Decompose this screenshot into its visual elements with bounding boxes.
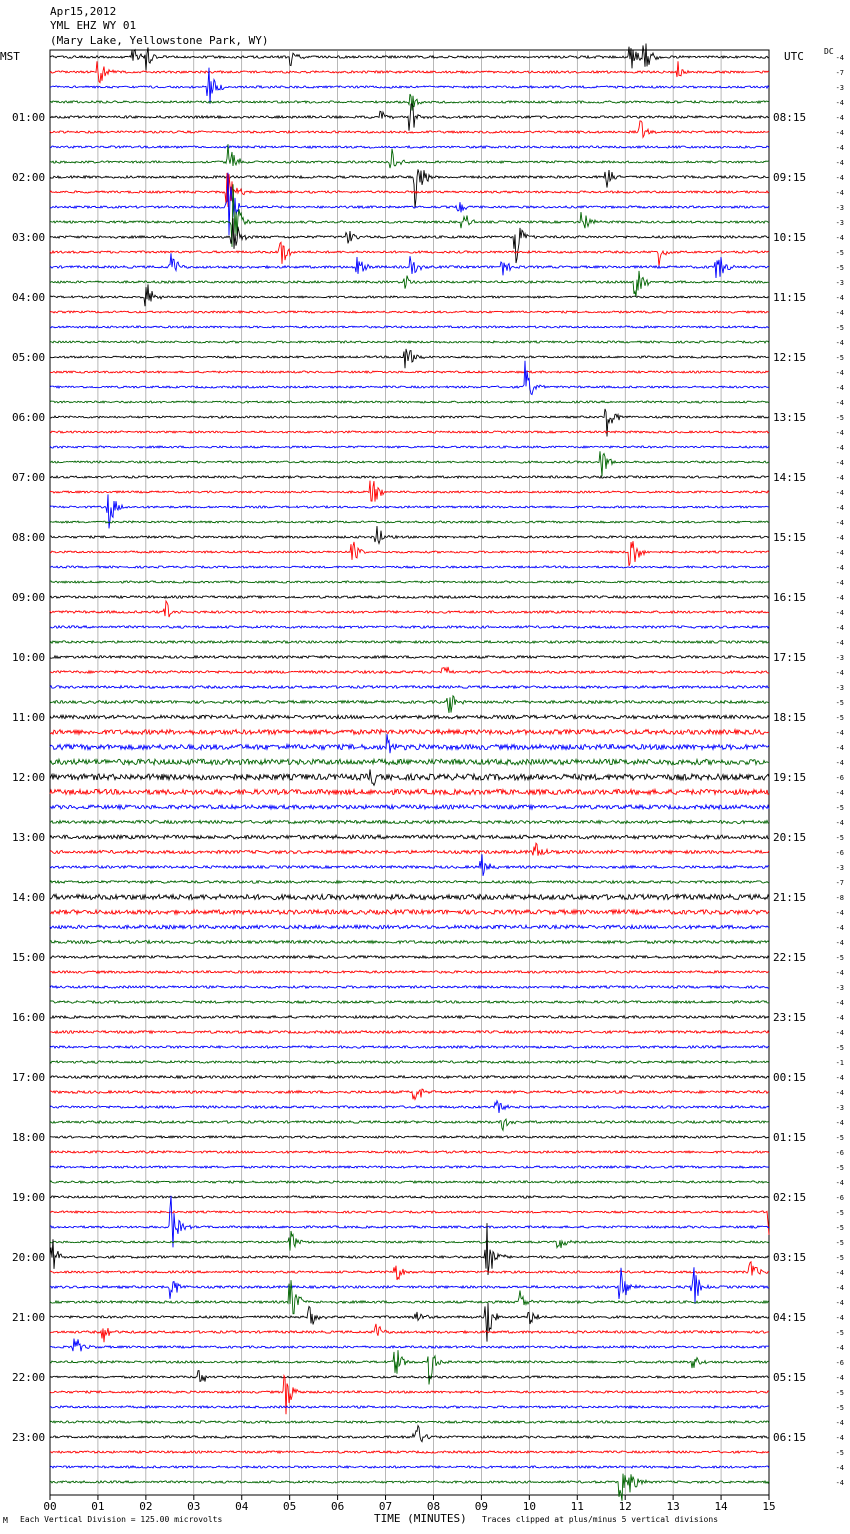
right-hour-label: 06:15 — [773, 1431, 807, 1444]
seismic-trace — [50, 656, 769, 659]
seismic-trace — [50, 446, 769, 448]
seismic-trace — [50, 894, 769, 899]
dc-offset-label: -7 — [835, 879, 844, 887]
left-hour-label: 23:00 — [12, 1431, 46, 1444]
left-hour-label: 17:00 — [12, 1071, 46, 1084]
seismic-trace — [50, 910, 769, 914]
seismic-trace — [50, 881, 769, 884]
seismic-trace — [50, 1350, 769, 1384]
dc-offset-label: -4 — [835, 294, 844, 302]
right-hour-label: 04:15 — [773, 1311, 807, 1324]
seismic-trace — [50, 956, 769, 959]
seismic-trace — [50, 1001, 769, 1003]
x-tick-label: 02 — [139, 1500, 153, 1513]
dc-offset-label: -5 — [835, 414, 844, 422]
seismic-trace — [50, 626, 769, 628]
dc-offset-label: -4 — [835, 1284, 844, 1292]
dc-offset-label: -4 — [835, 819, 844, 827]
dc-offset-label: -5 — [835, 1404, 844, 1412]
dc-offset-label: -4 — [835, 669, 844, 677]
seismic-trace — [50, 805, 769, 809]
dc-offset-label: -4 — [835, 744, 844, 752]
dc-offset-label: -4 — [835, 999, 844, 1007]
seismic-trace — [50, 1231, 769, 1251]
seismic-trace — [50, 253, 769, 278]
dc-offset-label: -5 — [835, 1449, 844, 1457]
dc-offset-label: -4 — [835, 534, 844, 542]
seismic-trace — [50, 566, 769, 568]
seismic-trace — [50, 349, 769, 368]
right-hour-label: 03:15 — [773, 1251, 807, 1264]
left-hour-label: 11:00 — [12, 711, 46, 724]
dc-offset-label: -6 — [835, 849, 844, 857]
seismic-trace — [50, 341, 769, 343]
right-hour-label: 22:15 — [773, 951, 807, 964]
dc-offset-label: -3 — [835, 864, 844, 872]
dc-offset-label: -5 — [835, 1389, 844, 1397]
dc-offset-label: -4 — [835, 579, 844, 587]
dc-offset-label: -4 — [835, 969, 844, 977]
seismic-trace — [50, 284, 769, 306]
dc-offset-label: -5 — [835, 714, 844, 722]
dc-offset-label: -4 — [835, 1089, 844, 1097]
right-hour-label: 09:15 — [773, 171, 807, 184]
seismic-trace — [50, 61, 769, 82]
seismic-trace — [50, 941, 769, 944]
dc-offset-label: -4 — [835, 399, 844, 407]
seismic-trace — [50, 173, 769, 236]
x-tick-label: 14 — [714, 1500, 728, 1513]
seismic-trace — [50, 451, 769, 476]
right-hour-label: 10:15 — [773, 231, 807, 244]
dc-offset-label: -4 — [835, 444, 844, 452]
seismic-trace — [50, 1371, 769, 1382]
right-hour-label: 05:15 — [773, 1371, 807, 1384]
x-tick-label: 09 — [474, 1500, 489, 1513]
seismic-trace — [50, 835, 769, 839]
dc-offset-label: -4 — [835, 174, 844, 182]
left-hour-label: 16:00 — [12, 1011, 46, 1024]
dc-offset-label: -4 — [835, 369, 844, 377]
seismic-trace — [50, 271, 769, 297]
left-hour-label: 10:00 — [12, 651, 46, 664]
left-hour-label: 21:00 — [12, 1311, 46, 1324]
dc-offset-label: -4 — [835, 474, 844, 482]
x-tick-label: 05 — [283, 1500, 297, 1513]
seismic-trace — [50, 1101, 769, 1113]
seismic-trace — [50, 1421, 769, 1423]
seismic-trace — [50, 596, 769, 598]
dc-offset-label: -6 — [835, 1194, 844, 1202]
right-hour-label: 01:15 — [773, 1131, 807, 1144]
dc-offset-label: -4 — [835, 159, 844, 167]
left-hour-label: 03:00 — [12, 231, 46, 244]
seismic-trace — [50, 769, 769, 785]
dc-offset-label: -4 — [835, 759, 844, 767]
seismic-trace — [50, 843, 769, 856]
dc-offset-label: -4 — [835, 189, 844, 197]
dc-offset-label: -4 — [835, 234, 844, 242]
right-hour-label: 18:15 — [773, 711, 807, 724]
scale-note: Each Vertical Division = 125.00 microvolts — [20, 1515, 223, 1524]
dc-offset-label: -5 — [835, 699, 844, 707]
dc-offset-label: -5 — [835, 354, 844, 362]
left-hour-label: 09:00 — [12, 591, 46, 604]
dc-offset-label: -4 — [835, 1074, 844, 1082]
seismic-trace — [50, 1089, 769, 1099]
dc-offset-label: -5 — [835, 1134, 844, 1142]
seismic-trace — [50, 1324, 769, 1342]
right-hour-label: 08:15 — [773, 111, 807, 124]
right-hour-label: 21:15 — [773, 891, 807, 904]
dc-offset-label: -4 — [835, 339, 844, 347]
right-timezone-label: UTC — [784, 50, 804, 63]
right-hour-label: 16:15 — [773, 591, 807, 604]
seismic-trace — [50, 715, 769, 719]
dc-offset-label: -4 — [835, 459, 844, 467]
dc-offset-label: -4 — [835, 384, 844, 392]
x-tick-label: 04 — [235, 1500, 249, 1513]
left-hour-label: 13:00 — [12, 831, 46, 844]
right-hour-label: 15:15 — [773, 531, 807, 544]
right-hour-label: 12:15 — [773, 351, 807, 364]
left-hour-label: 01:00 — [12, 111, 46, 124]
dc-offset-label: -4 — [835, 549, 844, 557]
dc-offset-label: -4 — [835, 114, 844, 122]
seismic-trace — [50, 371, 769, 373]
seismic-trace — [50, 1119, 769, 1130]
seismic-trace — [50, 1451, 769, 1453]
x-tick-label: 00 — [43, 1500, 57, 1513]
seismic-trace — [50, 1061, 769, 1063]
seismic-trace — [50, 1136, 769, 1138]
dc-offset-label: -4 — [835, 1344, 844, 1352]
dc-offset-label: -4 — [835, 729, 844, 737]
station-code: YML EHZ WY 01 — [50, 19, 137, 32]
seismic-trace — [50, 218, 769, 263]
dc-offset-label: -3 — [835, 84, 844, 92]
x-tick-label: 06 — [330, 1500, 345, 1513]
seismic-trace — [50, 401, 769, 403]
dc-offset-label: -5 — [835, 1224, 844, 1232]
seismic-trace — [50, 1223, 769, 1275]
right-hour-label: 11:15 — [773, 291, 807, 304]
seismic-trace — [50, 1339, 769, 1352]
dc-offset-label: -3 — [835, 1104, 844, 1112]
seismic-trace — [50, 146, 769, 148]
left-hour-label: 06:00 — [12, 411, 46, 424]
left-timezone-label: MST — [0, 50, 20, 63]
dc-offset-label: -4 — [835, 1014, 844, 1022]
dc-offset-label: -4 — [835, 594, 844, 602]
dc-offset-label: -4 — [835, 939, 844, 947]
left-hour-label: 18:00 — [12, 1131, 46, 1144]
dc-offset-label: -5 — [835, 1044, 844, 1052]
seismic-trace — [50, 1181, 769, 1183]
right-hour-label: 23:15 — [773, 1011, 807, 1024]
seismic-trace — [50, 431, 769, 433]
plot-date: Apr15,2012 — [50, 5, 117, 18]
seismic-trace — [50, 667, 769, 673]
dc-offset-label: -5 — [835, 1209, 844, 1217]
dc-offset-label: -4 — [835, 1029, 844, 1037]
seismic-trace — [50, 169, 769, 208]
dc-offset-label: -4 — [835, 564, 844, 572]
left-hour-label: 20:00 — [12, 1251, 46, 1264]
seismic-trace — [50, 361, 769, 395]
seismic-trace — [50, 1196, 769, 1248]
plot-frame — [50, 50, 769, 1495]
x-tick-label: 12 — [618, 1500, 632, 1513]
dc-offset-label: -4 — [835, 789, 844, 797]
seismic-trace — [50, 1016, 769, 1019]
dc-offset-label: -3 — [835, 219, 844, 227]
dc-offset-label: -7 — [835, 69, 844, 77]
dc-offset-label: -4 — [835, 1434, 844, 1442]
left-hour-label: 02:00 — [12, 171, 46, 184]
x-tick-label: 08 — [426, 1500, 441, 1513]
seismic-trace — [50, 1406, 769, 1408]
dc-offset-label: -4 — [835, 1419, 844, 1427]
left-hour-label: 04:00 — [12, 291, 46, 304]
seismic-trace — [50, 1426, 769, 1442]
left-hour-label: 07:00 — [12, 471, 46, 484]
seismic-trace — [50, 971, 769, 973]
dc-offset-label: -4 — [835, 129, 844, 137]
dc-offset-label: -3 — [835, 654, 844, 662]
dc-offset-label: -5 — [835, 1239, 844, 1247]
clip-note: Traces clipped at plus/minus 5 vertical divisions — [482, 1515, 719, 1524]
right-hour-label: 20:15 — [773, 831, 807, 844]
x-tick-label: 15 — [762, 1500, 776, 1513]
dc-offset-label: -5 — [835, 249, 844, 257]
dc-offset-label: -4 — [835, 1314, 844, 1322]
dc-offset-label: -4 — [835, 1269, 844, 1277]
right-hour-label: 19:15 — [773, 771, 807, 784]
seismic-trace — [50, 759, 769, 765]
dc-offset-label: -5 — [835, 954, 844, 962]
dc-offset-label: -5 — [835, 1164, 844, 1172]
seismic-trace — [50, 521, 769, 523]
seismic-trace — [50, 481, 769, 502]
station-location: (Mary Lake, Yellowstone Park, WY) — [50, 34, 269, 47]
seismic-trace — [50, 94, 769, 111]
seismic-trace — [50, 734, 769, 753]
dc-offset-label: -4 — [835, 909, 844, 917]
seismic-trace — [50, 730, 769, 735]
seismic-trace — [50, 1474, 769, 1501]
dc-offset-label: -4 — [835, 609, 844, 617]
seismic-trace — [50, 1211, 769, 1235]
seismic-trace — [50, 986, 769, 988]
right-hour-label: 13:15 — [773, 411, 807, 424]
right-hour-label: 00:15 — [773, 1071, 807, 1084]
dc-offset-label: -4 — [835, 924, 844, 932]
dc-offset-label: -4 — [835, 1119, 844, 1127]
x-tick-label: 07 — [378, 1500, 393, 1513]
left-hour-label: 15:00 — [12, 951, 46, 964]
x-tick-label: 03 — [187, 1500, 201, 1513]
dc-offset-label: -5 — [835, 1254, 844, 1262]
dc-offset-label: -5 — [835, 324, 844, 332]
x-tick-label: 13 — [666, 1500, 680, 1513]
dc-offset-label: -4 — [835, 504, 844, 512]
seismic-trace — [50, 789, 769, 794]
dc-offset-label: -5 — [835, 804, 844, 812]
dc-offset-label: -5 — [835, 1329, 844, 1337]
x-axis-title: TIME (MINUTES) — [374, 1512, 467, 1525]
x-tick-label: 10 — [522, 1500, 536, 1513]
seismic-trace — [50, 1166, 769, 1168]
seismic-trace — [50, 686, 769, 689]
left-hour-label: 19:00 — [12, 1191, 46, 1204]
right-hour-label: 14:15 — [773, 471, 807, 484]
left-hour-label: 14:00 — [12, 891, 46, 904]
seismic-trace — [50, 581, 769, 583]
x-tick-label: 11 — [570, 1500, 584, 1513]
dc-offset-label: -4 — [835, 624, 844, 632]
dc-offset-label: -3 — [835, 984, 844, 992]
dc-offset-label: -4 — [835, 1179, 844, 1187]
dc-offset-label: -4 — [835, 1299, 844, 1307]
seismic-trace — [50, 476, 769, 478]
seismic-trace — [50, 311, 769, 313]
seismic-trace — [50, 1262, 769, 1280]
seismic-trace — [50, 104, 769, 131]
corner-mark: M — [3, 1516, 8, 1525]
seismic-trace — [50, 1280, 769, 1314]
dc-offset-label: -4 — [835, 99, 844, 107]
left-hour-label: 08:00 — [12, 531, 46, 544]
seismic-trace — [50, 541, 769, 566]
left-hour-label: 22:00 — [12, 1371, 46, 1384]
dc-offset-label: -4 — [835, 1374, 844, 1382]
dc-offset-label: -4 — [835, 639, 844, 647]
seismic-trace — [50, 1046, 769, 1048]
seismic-trace — [50, 494, 769, 528]
seismic-trace — [50, 925, 769, 929]
dc-offset-label: -5 — [835, 834, 844, 842]
seismic-trace — [50, 1151, 769, 1153]
seismic-trace — [50, 526, 769, 543]
dc-offset-label: -6 — [835, 1149, 844, 1157]
left-hour-label: 05:00 — [12, 351, 46, 364]
seismic-trace — [50, 696, 769, 713]
dc-offset-label: -4 — [835, 429, 844, 437]
dc-offset-label: -1 — [835, 1059, 844, 1067]
dc-offset-label: -5 — [835, 264, 844, 272]
dc-offset-label: -4 — [835, 309, 844, 317]
x-tick-label: 01 — [91, 1500, 105, 1513]
seismic-trace — [50, 1031, 769, 1034]
seismic-trace — [50, 1303, 769, 1342]
seismic-trace — [50, 1076, 769, 1079]
dc-offset-label: -8 — [835, 894, 844, 902]
dc-offset-label: -4 — [835, 144, 844, 152]
seismic-trace — [50, 1196, 769, 1198]
dc-offset-label: -4 — [835, 489, 844, 497]
left-hour-label: 12:00 — [12, 771, 46, 784]
seismic-trace — [50, 854, 769, 876]
dc-offset-label: -3 — [835, 204, 844, 212]
dc-offset-label: -3 — [835, 279, 844, 287]
dc-offset-label: -3 — [835, 684, 844, 692]
seismic-trace — [50, 641, 769, 643]
seismic-trace — [50, 820, 769, 823]
seismic-trace — [50, 601, 769, 617]
dc-offset-label: -4 — [835, 1464, 844, 1472]
seismic-trace — [50, 326, 769, 328]
dc-offset-label: -4 — [835, 1479, 844, 1487]
right-hour-label: 17:15 — [773, 651, 807, 664]
right-hour-label: 02:15 — [773, 1191, 807, 1204]
seismic-trace — [50, 44, 769, 71]
seismic-trace — [50, 1466, 769, 1468]
dc-offset-label: -6 — [835, 1359, 844, 1367]
dc-offset-label: -4 — [835, 519, 844, 527]
dc-offset-label: -4 — [835, 54, 844, 62]
dc-offset-label: -6 — [835, 774, 844, 782]
dc-offset-header: DC — [824, 47, 834, 56]
